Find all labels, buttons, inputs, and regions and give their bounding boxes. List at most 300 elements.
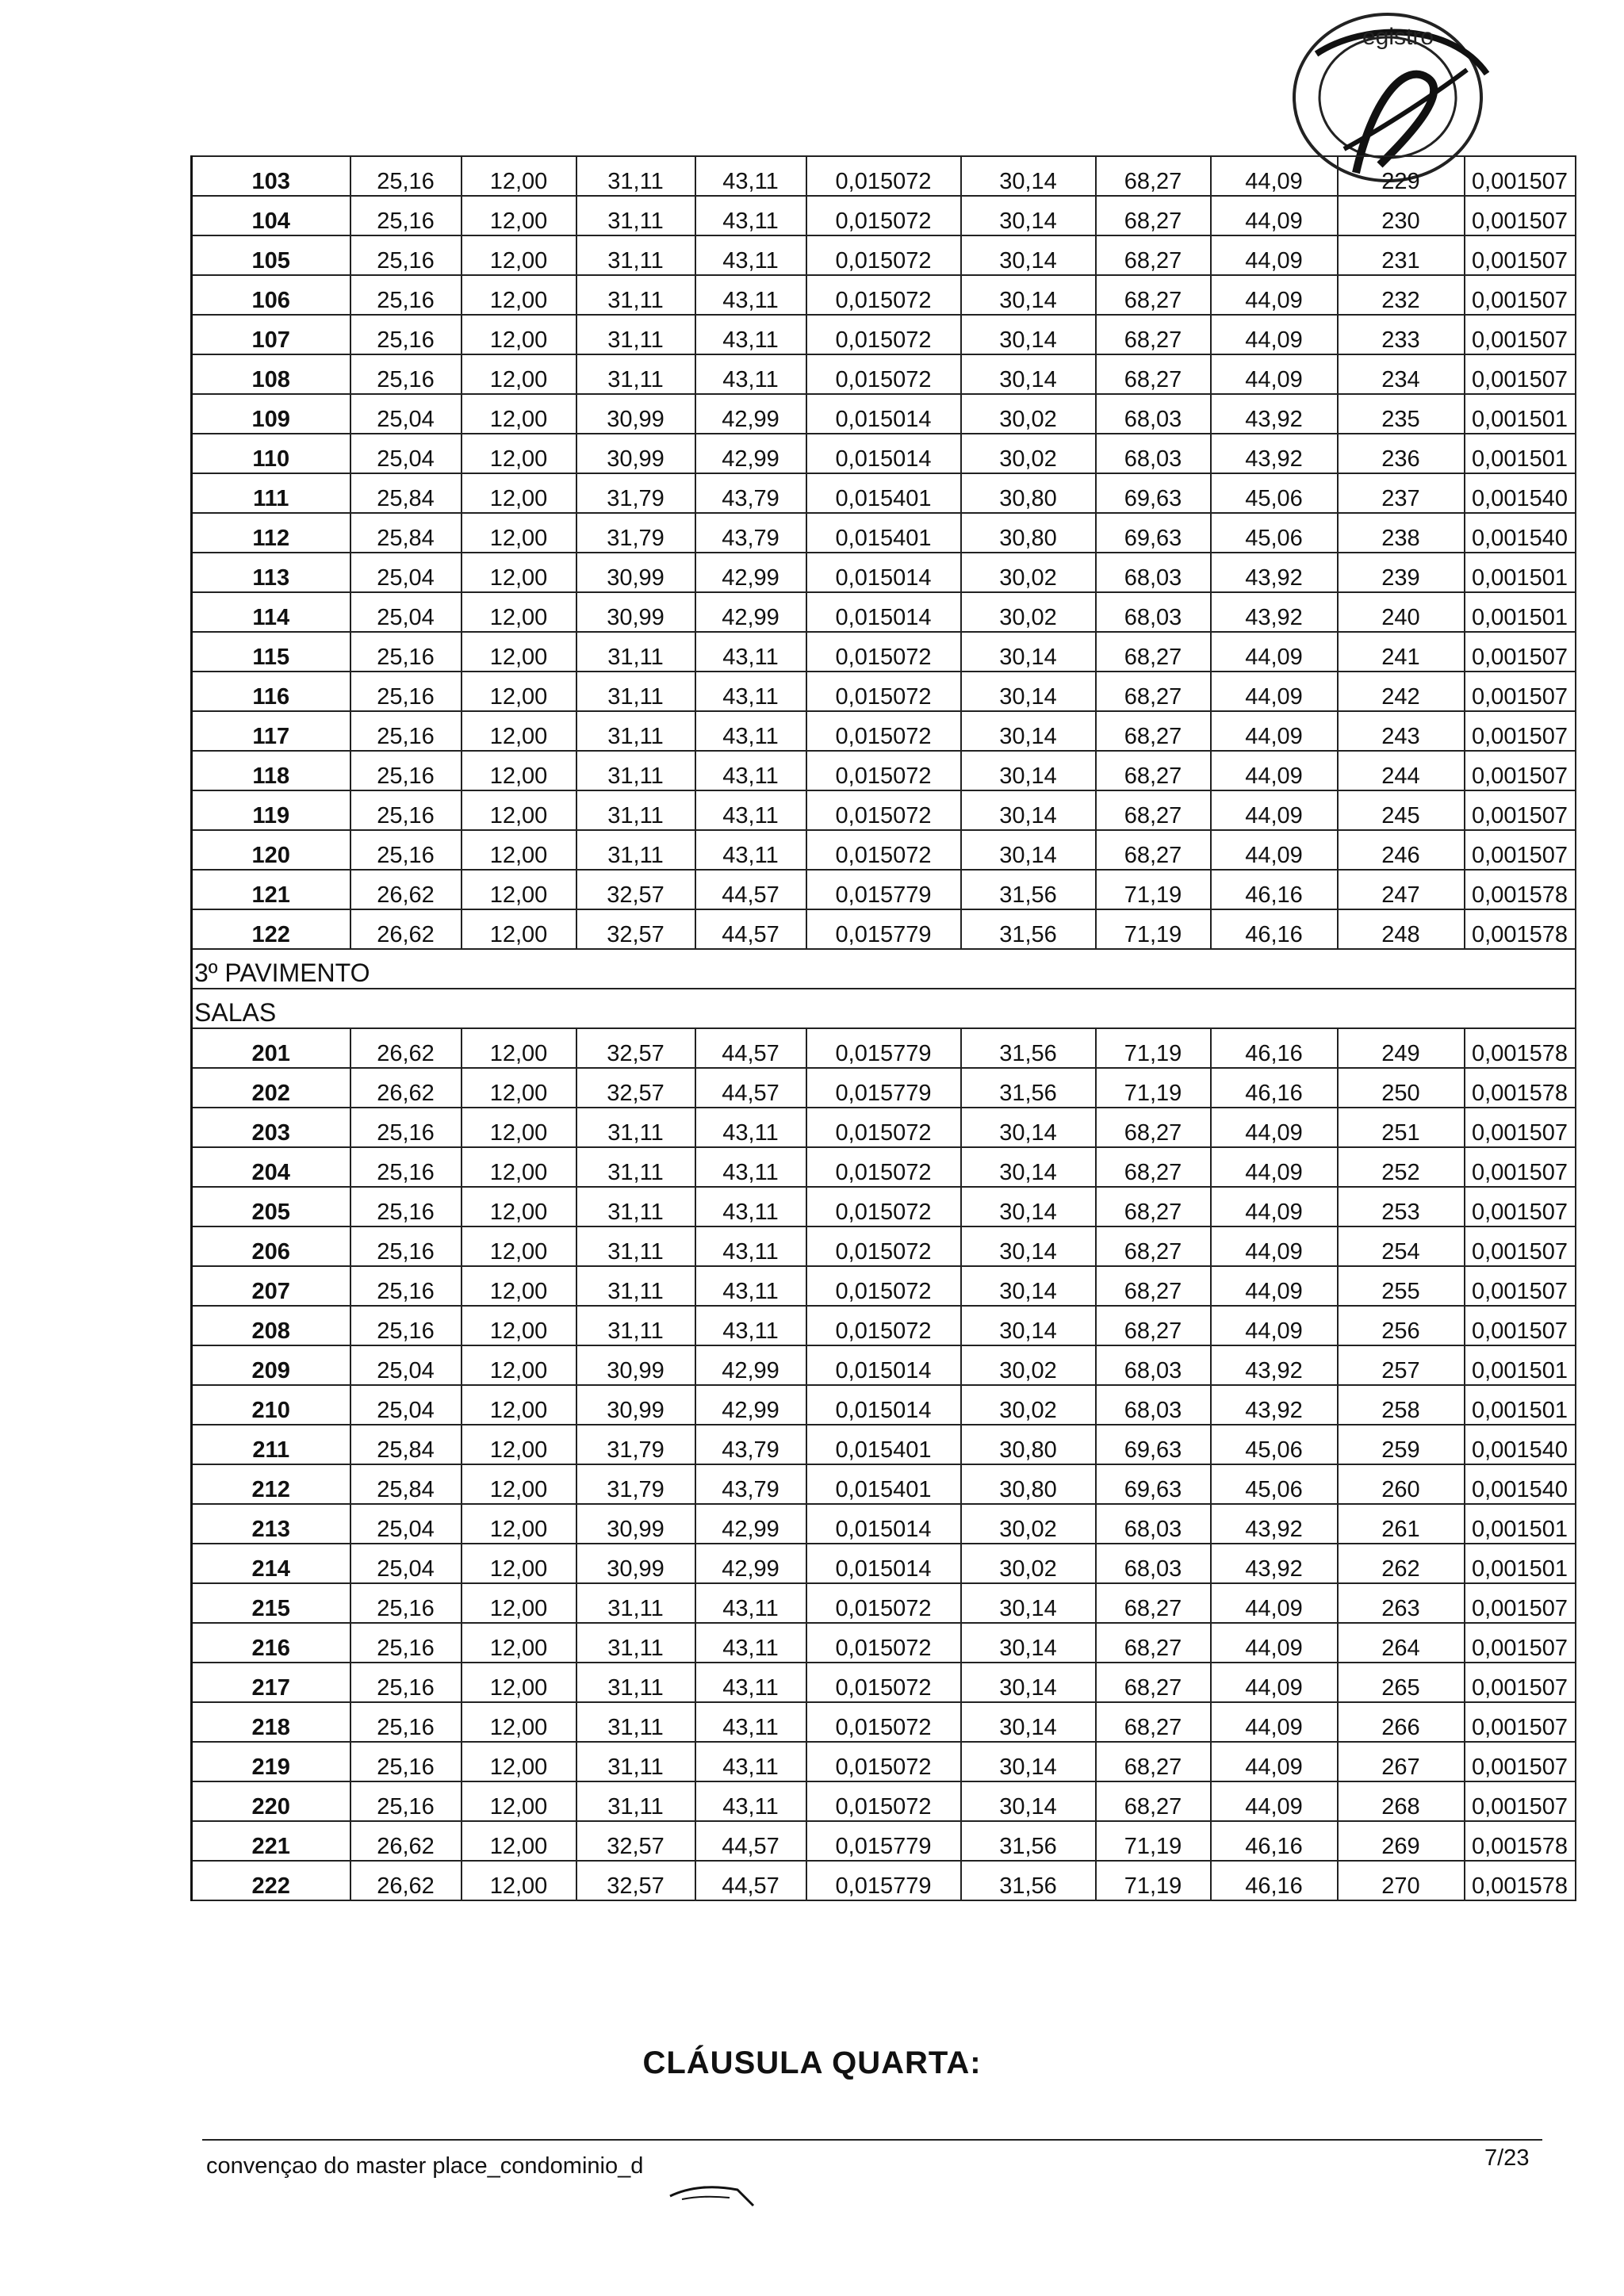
table-cell: 42,99 [695,1504,806,1544]
table-cell: 30,02 [961,394,1096,434]
table-cell: 25,16 [350,790,462,830]
table-row [192,1425,1576,1464]
table-cell: 25,16 [350,235,462,275]
table-cell: 68,27 [1096,315,1211,354]
table-cell: 31,79 [576,1425,695,1464]
table-cell: 0,001578 [1465,1821,1576,1861]
unit-number-cell: 103 [192,156,350,196]
table-cell: 26,62 [350,909,462,949]
table-cell: 68,27 [1096,632,1211,672]
table-cell: 44,09 [1211,354,1338,394]
table-cell: 44,09 [1211,235,1338,275]
table-cell: 0,015072 [806,790,961,830]
table-cell: 30,14 [961,315,1096,354]
table-cell: 246 [1338,830,1465,870]
table-cell: 12,00 [462,235,576,275]
table-cell: 0,015072 [806,1306,961,1345]
table-cell: 30,80 [961,1425,1096,1464]
table-cell: 44,09 [1211,1663,1338,1702]
table-cell: 30,99 [576,1544,695,1583]
table-cell: 0,001507 [1465,1583,1576,1623]
table-cell: 12,00 [462,1702,576,1742]
table-cell: 12,00 [462,156,576,196]
table-cell: 31,56 [961,870,1096,909]
table-cell: 31,56 [961,1821,1096,1861]
table-cell: 31,11 [576,790,695,830]
table-cell: 229 [1338,156,1465,196]
table-cell: 68,27 [1096,275,1211,315]
unit-number-cell: 114 [192,592,350,632]
table-cell: 43,92 [1211,553,1338,592]
unit-number-cell: 117 [192,711,350,751]
table-cell: 25,04 [350,1544,462,1583]
table-cell: 253 [1338,1187,1465,1226]
table-row [192,711,1576,751]
table-cell: 43,11 [695,1226,806,1266]
table-row [192,672,1576,711]
table-cell: 30,99 [576,1504,695,1544]
table-cell: 68,03 [1096,394,1211,434]
units-table [190,155,1576,1901]
table-cell: 43,79 [695,513,806,553]
table-cell: 43,92 [1211,434,1338,473]
table-cell: 12,00 [462,1464,576,1504]
unit-number-cell: 214 [192,1544,350,1583]
table-cell: 240 [1338,592,1465,632]
table-cell: 68,27 [1096,672,1211,711]
table-cell: 0,001501 [1465,1504,1576,1544]
table-cell: 0,015779 [806,1028,961,1068]
table-cell: 25,16 [350,1781,462,1821]
table-cell: 260 [1338,1464,1465,1504]
table-cell: 31,79 [576,1464,695,1504]
table-cell: 68,27 [1096,1147,1211,1187]
table-cell: 230 [1338,196,1465,235]
table-row [192,830,1576,870]
unit-number-cell: 118 [192,751,350,790]
table-cell: 0,001507 [1465,711,1576,751]
table-cell: 43,11 [695,196,806,235]
section-row [192,989,1576,1028]
table-cell: 12,00 [462,1187,576,1226]
table-row [192,394,1576,434]
table-cell: 68,27 [1096,1702,1211,1742]
table-cell: 31,11 [576,1623,695,1663]
table-cell: 30,80 [961,473,1096,513]
table-cell: 25,16 [350,1306,462,1345]
table-cell: 0,001578 [1465,1861,1576,1900]
table-cell: 44,09 [1211,1226,1338,1266]
table-cell: 71,19 [1096,1068,1211,1108]
table-cell: 270 [1338,1861,1465,1900]
table-cell: 30,14 [961,751,1096,790]
table-cell: 68,27 [1096,1742,1211,1781]
table-cell: 69,63 [1096,1464,1211,1504]
table-cell: 46,16 [1211,1028,1338,1068]
table-cell: 30,14 [961,830,1096,870]
table-cell: 31,11 [576,1742,695,1781]
table-cell: 30,14 [961,156,1096,196]
table-cell: 43,79 [695,1464,806,1504]
table-cell: 31,11 [576,196,695,235]
unit-number-cell: 210 [192,1385,350,1425]
table-cell: 0,015779 [806,909,961,949]
table-cell: 25,16 [350,156,462,196]
table-cell: 0,015014 [806,1385,961,1425]
table-cell: 46,16 [1211,1861,1338,1900]
table-cell: 12,00 [462,1028,576,1068]
table-cell: 0,015072 [806,711,961,751]
table-cell: 30,14 [961,632,1096,672]
table-cell: 32,57 [576,1861,695,1900]
table-cell: 31,11 [576,354,695,394]
table-cell: 42,99 [695,553,806,592]
table-cell: 30,99 [576,394,695,434]
table-cell: 25,16 [350,1583,462,1623]
table-cell: 0,015072 [806,1583,961,1623]
table-cell: 25,16 [350,354,462,394]
table-cell: 26,62 [350,1028,462,1068]
table-cell: 259 [1338,1425,1465,1464]
table-cell: 0,001501 [1465,1544,1576,1583]
table-cell: 0,015779 [806,1821,961,1861]
table-cell: 0,001578 [1465,1028,1576,1068]
table-cell: 43,11 [695,1147,806,1187]
table-cell: 71,19 [1096,1028,1211,1068]
table-cell: 0,015014 [806,434,961,473]
table-cell: 42,99 [695,434,806,473]
unit-number-cell: 217 [192,1663,350,1702]
table-cell: 25,16 [350,1187,462,1226]
table-cell: 43,11 [695,1583,806,1623]
table-cell: 30,02 [961,434,1096,473]
table-cell: 25,04 [350,1504,462,1544]
table-cell: 44,09 [1211,1306,1338,1345]
table-cell: 30,14 [961,711,1096,751]
unit-number-cell: 113 [192,553,350,592]
table-cell: 12,00 [462,672,576,711]
table-cell: 30,14 [961,1108,1096,1147]
unit-number-cell: 108 [192,354,350,394]
table-row [192,1266,1576,1306]
table-cell: 43,11 [695,1742,806,1781]
table-cell: 44,09 [1211,790,1338,830]
table-cell: 68,03 [1096,1385,1211,1425]
table-cell: 0,001540 [1465,1425,1576,1464]
unit-number-cell: 201 [192,1028,350,1068]
table-cell: 43,11 [695,1187,806,1226]
table-cell: 12,00 [462,1742,576,1781]
table-cell: 12,00 [462,1226,576,1266]
table-cell: 239 [1338,553,1465,592]
table-cell: 30,14 [961,1663,1096,1702]
table-cell: 0,015014 [806,1544,961,1583]
table-cell: 68,27 [1096,1623,1211,1663]
table-cell: 42,99 [695,394,806,434]
table-row [192,196,1576,235]
table-cell: 12,00 [462,1544,576,1583]
table-cell: 0,001578 [1465,870,1576,909]
table-cell: 71,19 [1096,1821,1211,1861]
table-cell: 0,001578 [1465,1068,1576,1108]
table-row [192,1028,1576,1068]
table-cell: 12,00 [462,1583,576,1623]
table-cell: 25,16 [350,1663,462,1702]
table-cell: 12,00 [462,315,576,354]
table-cell: 31,11 [576,672,695,711]
unit-number-cell: 209 [192,1345,350,1385]
table-cell: 0,015072 [806,830,961,870]
unit-number-cell: 121 [192,870,350,909]
table-cell: 44,09 [1211,1781,1338,1821]
table-cell: 0,015401 [806,513,961,553]
table-cell: 247 [1338,870,1465,909]
table-cell: 68,27 [1096,1781,1211,1821]
table-cell: 0,001507 [1465,751,1576,790]
table-cell: 0,001540 [1465,473,1576,513]
table-row [192,1187,1576,1226]
table-cell: 31,56 [961,1028,1096,1068]
table-row [192,1702,1576,1742]
table-cell: 12,00 [462,275,576,315]
table-row [192,1663,1576,1702]
unit-number-cell: 116 [192,672,350,711]
table-cell: 0,015072 [806,1226,961,1266]
table-cell: 25,16 [350,632,462,672]
table-row [192,1504,1576,1544]
unit-number-cell: 104 [192,196,350,235]
table-cell: 30,99 [576,1385,695,1425]
table-cell: 32,57 [576,909,695,949]
table-row [192,434,1576,473]
table-row [192,235,1576,275]
table-cell: 12,00 [462,1623,576,1663]
table-cell: 31,11 [576,275,695,315]
unit-number-cell: 218 [192,1702,350,1742]
table-cell: 0,015072 [806,1147,961,1187]
table-cell: 31,11 [576,632,695,672]
table-cell: 43,11 [695,1266,806,1306]
table-row [192,1385,1576,1425]
unit-number-cell: 203 [192,1108,350,1147]
table-cell: 44,09 [1211,751,1338,790]
table-cell: 0,001501 [1465,1385,1576,1425]
footer-rule [202,2139,1542,2141]
table-cell: 26,62 [350,870,462,909]
table-cell: 30,14 [961,1226,1096,1266]
table-cell: 0,015779 [806,1861,961,1900]
unit-number-cell: 107 [192,315,350,354]
table-cell: 237 [1338,473,1465,513]
table-cell: 12,00 [462,632,576,672]
table-cell: 30,14 [961,1702,1096,1742]
table-cell: 68,03 [1096,592,1211,632]
table-cell: 0,001507 [1465,1108,1576,1147]
table-cell: 0,015072 [806,1702,961,1742]
table-cell: 43,11 [695,1663,806,1702]
table-cell: 31,11 [576,1187,695,1226]
table-cell: 43,11 [695,672,806,711]
table-cell: 42,99 [695,592,806,632]
table-row [192,1147,1576,1187]
table-cell: 12,00 [462,434,576,473]
clause-title: CLÁUSULA QUARTA: [642,2045,982,2080]
table-cell: 43,11 [695,1623,806,1663]
section-label: 3º PAVIMENTO [192,949,1576,989]
table-cell: 12,00 [462,1108,576,1147]
table-cell: 71,19 [1096,909,1211,949]
table-cell: 43,11 [695,1781,806,1821]
table-cell: 68,03 [1096,1504,1211,1544]
table-cell: 0,001507 [1465,315,1576,354]
table-cell: 0,001507 [1465,1663,1576,1702]
table-cell: 68,27 [1096,1663,1211,1702]
table-cell: 0,015072 [806,1108,961,1147]
unit-number-cell: 112 [192,513,350,553]
table-cell: 0,001540 [1465,1464,1576,1504]
table-cell: 0,015014 [806,394,961,434]
table-cell: 30,14 [961,672,1096,711]
table-cell: 30,14 [961,235,1096,275]
table-cell: 68,27 [1096,790,1211,830]
table-cell: 25,16 [350,1702,462,1742]
table-cell: 26,62 [350,1068,462,1108]
table-cell: 0,015014 [806,1504,961,1544]
table-cell: 30,14 [961,1623,1096,1663]
table-cell: 68,27 [1096,830,1211,870]
table-cell: 30,14 [961,1266,1096,1306]
table-cell: 30,14 [961,790,1096,830]
table-cell: 31,11 [576,1306,695,1345]
table-cell: 12,00 [462,196,576,235]
table-cell: 44,09 [1211,632,1338,672]
table-cell: 44,57 [695,1068,806,1108]
table-cell: 45,06 [1211,1464,1338,1504]
table-row [192,553,1576,592]
footer-document-name: convençao do master place_condominio_d [206,2153,644,2179]
table-cell: 0,015072 [806,632,961,672]
table-cell: 268 [1338,1781,1465,1821]
table-cell: 255 [1338,1266,1465,1306]
table-cell: 44,57 [695,870,806,909]
table-cell: 0,001507 [1465,1187,1576,1226]
table-cell: 44,57 [695,1028,806,1068]
unit-number-cell: 202 [192,1068,350,1108]
table-cell: 233 [1338,315,1465,354]
table-cell: 31,11 [576,1583,695,1623]
table-cell: 31,11 [576,156,695,196]
table-cell: 0,001507 [1465,1147,1576,1187]
table-cell: 258 [1338,1385,1465,1425]
table-cell: 43,79 [695,1425,806,1464]
table-cell: 68,27 [1096,1187,1211,1226]
table-cell: 0,001507 [1465,235,1576,275]
table-cell: 0,015014 [806,592,961,632]
table-cell: 242 [1338,672,1465,711]
table-cell: 12,00 [462,473,576,513]
table-cell: 0,001501 [1465,592,1576,632]
unit-number-cell: 207 [192,1266,350,1306]
table-cell: 30,14 [961,1147,1096,1187]
table-cell: 30,99 [576,1345,695,1385]
table-cell: 68,27 [1096,196,1211,235]
section-label: SALAS [192,989,1576,1028]
table-cell: 0,015072 [806,196,961,235]
table-cell: 12,00 [462,1147,576,1187]
table-row [192,1345,1576,1385]
table-cell: 44,09 [1211,1742,1338,1781]
table-cell: 30,80 [961,1464,1096,1504]
table-cell: 25,16 [350,711,462,751]
table-cell: 30,14 [961,1306,1096,1345]
table-cell: 45,06 [1211,1425,1338,1464]
table-cell: 25,04 [350,553,462,592]
table-cell: 69,63 [1096,1425,1211,1464]
table-cell: 12,00 [462,1504,576,1544]
section-row [192,949,1576,989]
table-cell: 0,015072 [806,275,961,315]
table-cell: 30,99 [576,592,695,632]
table-cell: 0,001507 [1465,1306,1576,1345]
table-cell: 0,015072 [806,751,961,790]
table-cell: 25,16 [350,196,462,235]
table-cell: 0,001507 [1465,196,1576,235]
table-cell: 43,11 [695,275,806,315]
table-cell: 12,00 [462,553,576,592]
table-cell: 31,11 [576,315,695,354]
table-row [192,1544,1576,1583]
table-row [192,473,1576,513]
table-cell: 0,001507 [1465,1742,1576,1781]
table-cell: 243 [1338,711,1465,751]
table-cell: 263 [1338,1583,1465,1623]
table-cell: 46,16 [1211,1068,1338,1108]
table-cell: 0,001501 [1465,434,1576,473]
table-cell: 30,14 [961,196,1096,235]
table-cell: 30,02 [961,1385,1096,1425]
unit-number-cell: 111 [192,473,350,513]
table-cell: 26,62 [350,1861,462,1900]
unit-number-cell: 122 [192,909,350,949]
table-cell: 68,03 [1096,434,1211,473]
table-cell: 25,16 [350,1108,462,1147]
table-cell: 0,015779 [806,870,961,909]
table-cell: 0,001507 [1465,672,1576,711]
table-cell: 25,16 [350,1226,462,1266]
table-cell: 0,015014 [806,553,961,592]
table-cell: 264 [1338,1623,1465,1663]
table-row [192,354,1576,394]
table-cell: 30,02 [961,592,1096,632]
table-cell: 31,11 [576,1147,695,1187]
table-cell: 30,80 [961,513,1096,553]
table-cell: 43,92 [1211,1544,1338,1583]
table-row [192,156,1576,196]
table-cell: 12,00 [462,909,576,949]
page-number: 7/23 [1484,2145,1530,2171]
unit-number-cell: 205 [192,1187,350,1226]
table-cell: 0,001507 [1465,354,1576,394]
table-row [192,315,1576,354]
table-cell: 261 [1338,1504,1465,1544]
table-row [192,632,1576,672]
table-cell: 69,63 [1096,473,1211,513]
table-cell: 0,015072 [806,1266,961,1306]
table-cell: 0,001507 [1465,275,1576,315]
table-cell: 43,11 [695,711,806,751]
table-cell: 43,11 [695,156,806,196]
table-cell: 0,001507 [1465,1226,1576,1266]
